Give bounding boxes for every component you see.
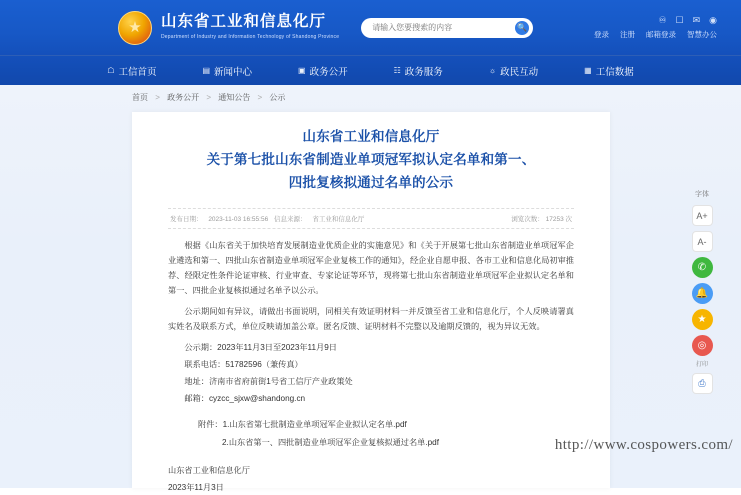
attachment-link-1[interactable]: 1.山东省第七批制造业单项冠军企业拟认定名单.pdf [222, 420, 407, 429]
article-paragraph-1: 根据《山东省关于加快培育发展制造业优质企业的实施意见》和《关于开展第七批山东省制造业单项冠军企业遴选和第一、四批山东省制造业单项冠军企业复核工作的通知》，经企业自愿申报、各市工业和信息化局初审推荐、经限定性条件论证审核、行业审查、专家论证等环节，现将第七批山东省制造业单项冠军企业拟认定名单和第一、四批企业复核拟通过名单予以公示。 [168, 241, 574, 295]
service-icon: ☷ [393, 66, 401, 75]
search-icon[interactable]: 🔍 [515, 21, 529, 35]
font-decrease-button[interactable]: A- [692, 231, 713, 252]
breadcrumb-separator: > [206, 93, 212, 102]
page-title [168, 126, 574, 195]
nav-label: 工信首页 [118, 66, 157, 78]
data-icon: ▦ [584, 66, 592, 75]
news-icon: ▤ [202, 66, 211, 75]
article-paragraph-2: 公示期间如有异议，请做出书面说明，同相关有效证明材料一并反馈至省工业和信息化厅，个人反映请署真实姓名及联系方式，单位反映请加盖公章。匿名反馈、证明材料不完整以及逾期反馈的，视为异议无效。 [168, 307, 574, 331]
page-title-line-2: 关于第七批山东省制造业单项冠军拟认定名单和第一、 [206, 152, 536, 168]
nav-item-home[interactable] [101, 61, 162, 81]
views-value: 17253 [545, 216, 564, 223]
breadcrumb-separator: > [155, 93, 160, 102]
nav-item-open-gov[interactable] [292, 61, 354, 81]
publish-date-label: 发布日期： [170, 216, 203, 223]
nav-item-news[interactable] [196, 61, 258, 81]
attachments-label-line [168, 417, 574, 432]
article-meta [168, 208, 574, 229]
article-tools [689, 189, 715, 394]
breadcrumb [0, 85, 741, 109]
header-utility-icons [658, 15, 717, 26]
open-gov-icon: ▣ [298, 66, 306, 75]
wechat-icon[interactable]: ✉ [692, 15, 701, 25]
article-body [168, 229, 574, 495]
source-label: 信息来源： [274, 216, 307, 223]
site-header [0, 0, 741, 55]
site-identity [161, 13, 339, 42]
views-label: 浏览次数： [511, 216, 544, 223]
nav-label: 政民互动 [500, 66, 539, 78]
login-link[interactable]: 登录 [594, 30, 609, 39]
breadcrumb-item-notice[interactable]: 通知公告 [218, 93, 251, 102]
site-title: 山东省工业和信息化厅 [161, 13, 327, 30]
breadcrumb-item-current: 公示 [269, 93, 286, 102]
views-unit: 次 [565, 216, 572, 223]
font-size-label: 字体 [695, 191, 709, 198]
header-utilities [594, 15, 727, 40]
nav-item-data[interactable] [578, 61, 640, 81]
nav-label: 政务公开 [309, 66, 348, 78]
attachments [168, 417, 574, 450]
wechat-share-icon[interactable]: ✆ [692, 257, 713, 278]
search-box[interactable] [361, 18, 533, 38]
smart-office-link[interactable]: 智慧办公 [687, 30, 717, 39]
mobile-icon[interactable]: ☐ [675, 15, 684, 25]
breadcrumb-item-home[interactable]: 首页 [132, 93, 148, 102]
mail-login-link[interactable]: 邮箱登录 [646, 30, 676, 39]
home-icon: ☖ [107, 66, 115, 75]
contact-line-1: 公示期：2023年11月3日至2023年11月9日 [184, 343, 337, 352]
nav-item-interaction[interactable] [483, 61, 544, 81]
nav-label: 工信数据 [595, 66, 634, 78]
attachments-label: 附件： [198, 420, 223, 429]
page-title-line-1: 山东省工业和信息化厅 [302, 129, 440, 145]
notify-icon[interactable]: 🔔 [692, 283, 713, 304]
interaction-icon: ☼ [488, 66, 497, 75]
header-utility-links [594, 29, 717, 40]
main-nav [0, 55, 741, 85]
nav-label: 新闻中心 [214, 66, 253, 78]
signoff-organization: 山东省工业和信息化厅 [168, 466, 250, 475]
page-title-line-3: 四批复核拟通过名单的公示 [288, 175, 454, 191]
attachment-link-2[interactable]: 2.山东省第一、四批制造业单项冠军企业复核拟通过名单.pdf [222, 438, 439, 447]
signoff-date: 2023年11月3日 [168, 483, 224, 492]
source-value: 省工业和信息化厅 [312, 216, 365, 223]
contact-line-3: 地址：济南市省府前街1号省工信厅产业政策处 [184, 377, 353, 386]
print-button[interactable]: ⎙ [692, 373, 713, 394]
globe-icon[interactable]: ◉ [709, 15, 717, 25]
publish-date-value: 2023-11-03 16:55:56 [208, 216, 269, 223]
page-body [0, 85, 741, 492]
nav-label: 政务服务 [404, 66, 443, 78]
signoff [168, 463, 574, 495]
accessibility-icon[interactable]: ♾ [658, 15, 667, 25]
favorite-icon[interactable]: ★ [692, 309, 713, 330]
nav-item-service[interactable] [388, 61, 449, 81]
article-card [132, 112, 610, 492]
print-label: 打印 [695, 362, 708, 368]
contact-line-2: 联系电话：51782596（兼传真） [184, 360, 303, 369]
breadcrumb-separator: > [257, 93, 263, 102]
font-increase-button[interactable]: A+ [692, 205, 713, 226]
national-emblem-icon [118, 11, 152, 45]
breadcrumb-item-open-gov[interactable]: 政务公开 [167, 93, 200, 102]
register-link[interactable]: 注册 [620, 30, 635, 39]
contact-line-4: 邮箱：cyzcc_sjxw@shandong.cn [184, 394, 306, 403]
search-input[interactable] [370, 22, 515, 33]
weibo-icon[interactable]: ◎ [692, 335, 713, 356]
watermark: http://www.cospowers.com/ [554, 437, 733, 453]
site-subtitle: Department of Industry and Information Technology of Shandong Province [161, 34, 340, 40]
